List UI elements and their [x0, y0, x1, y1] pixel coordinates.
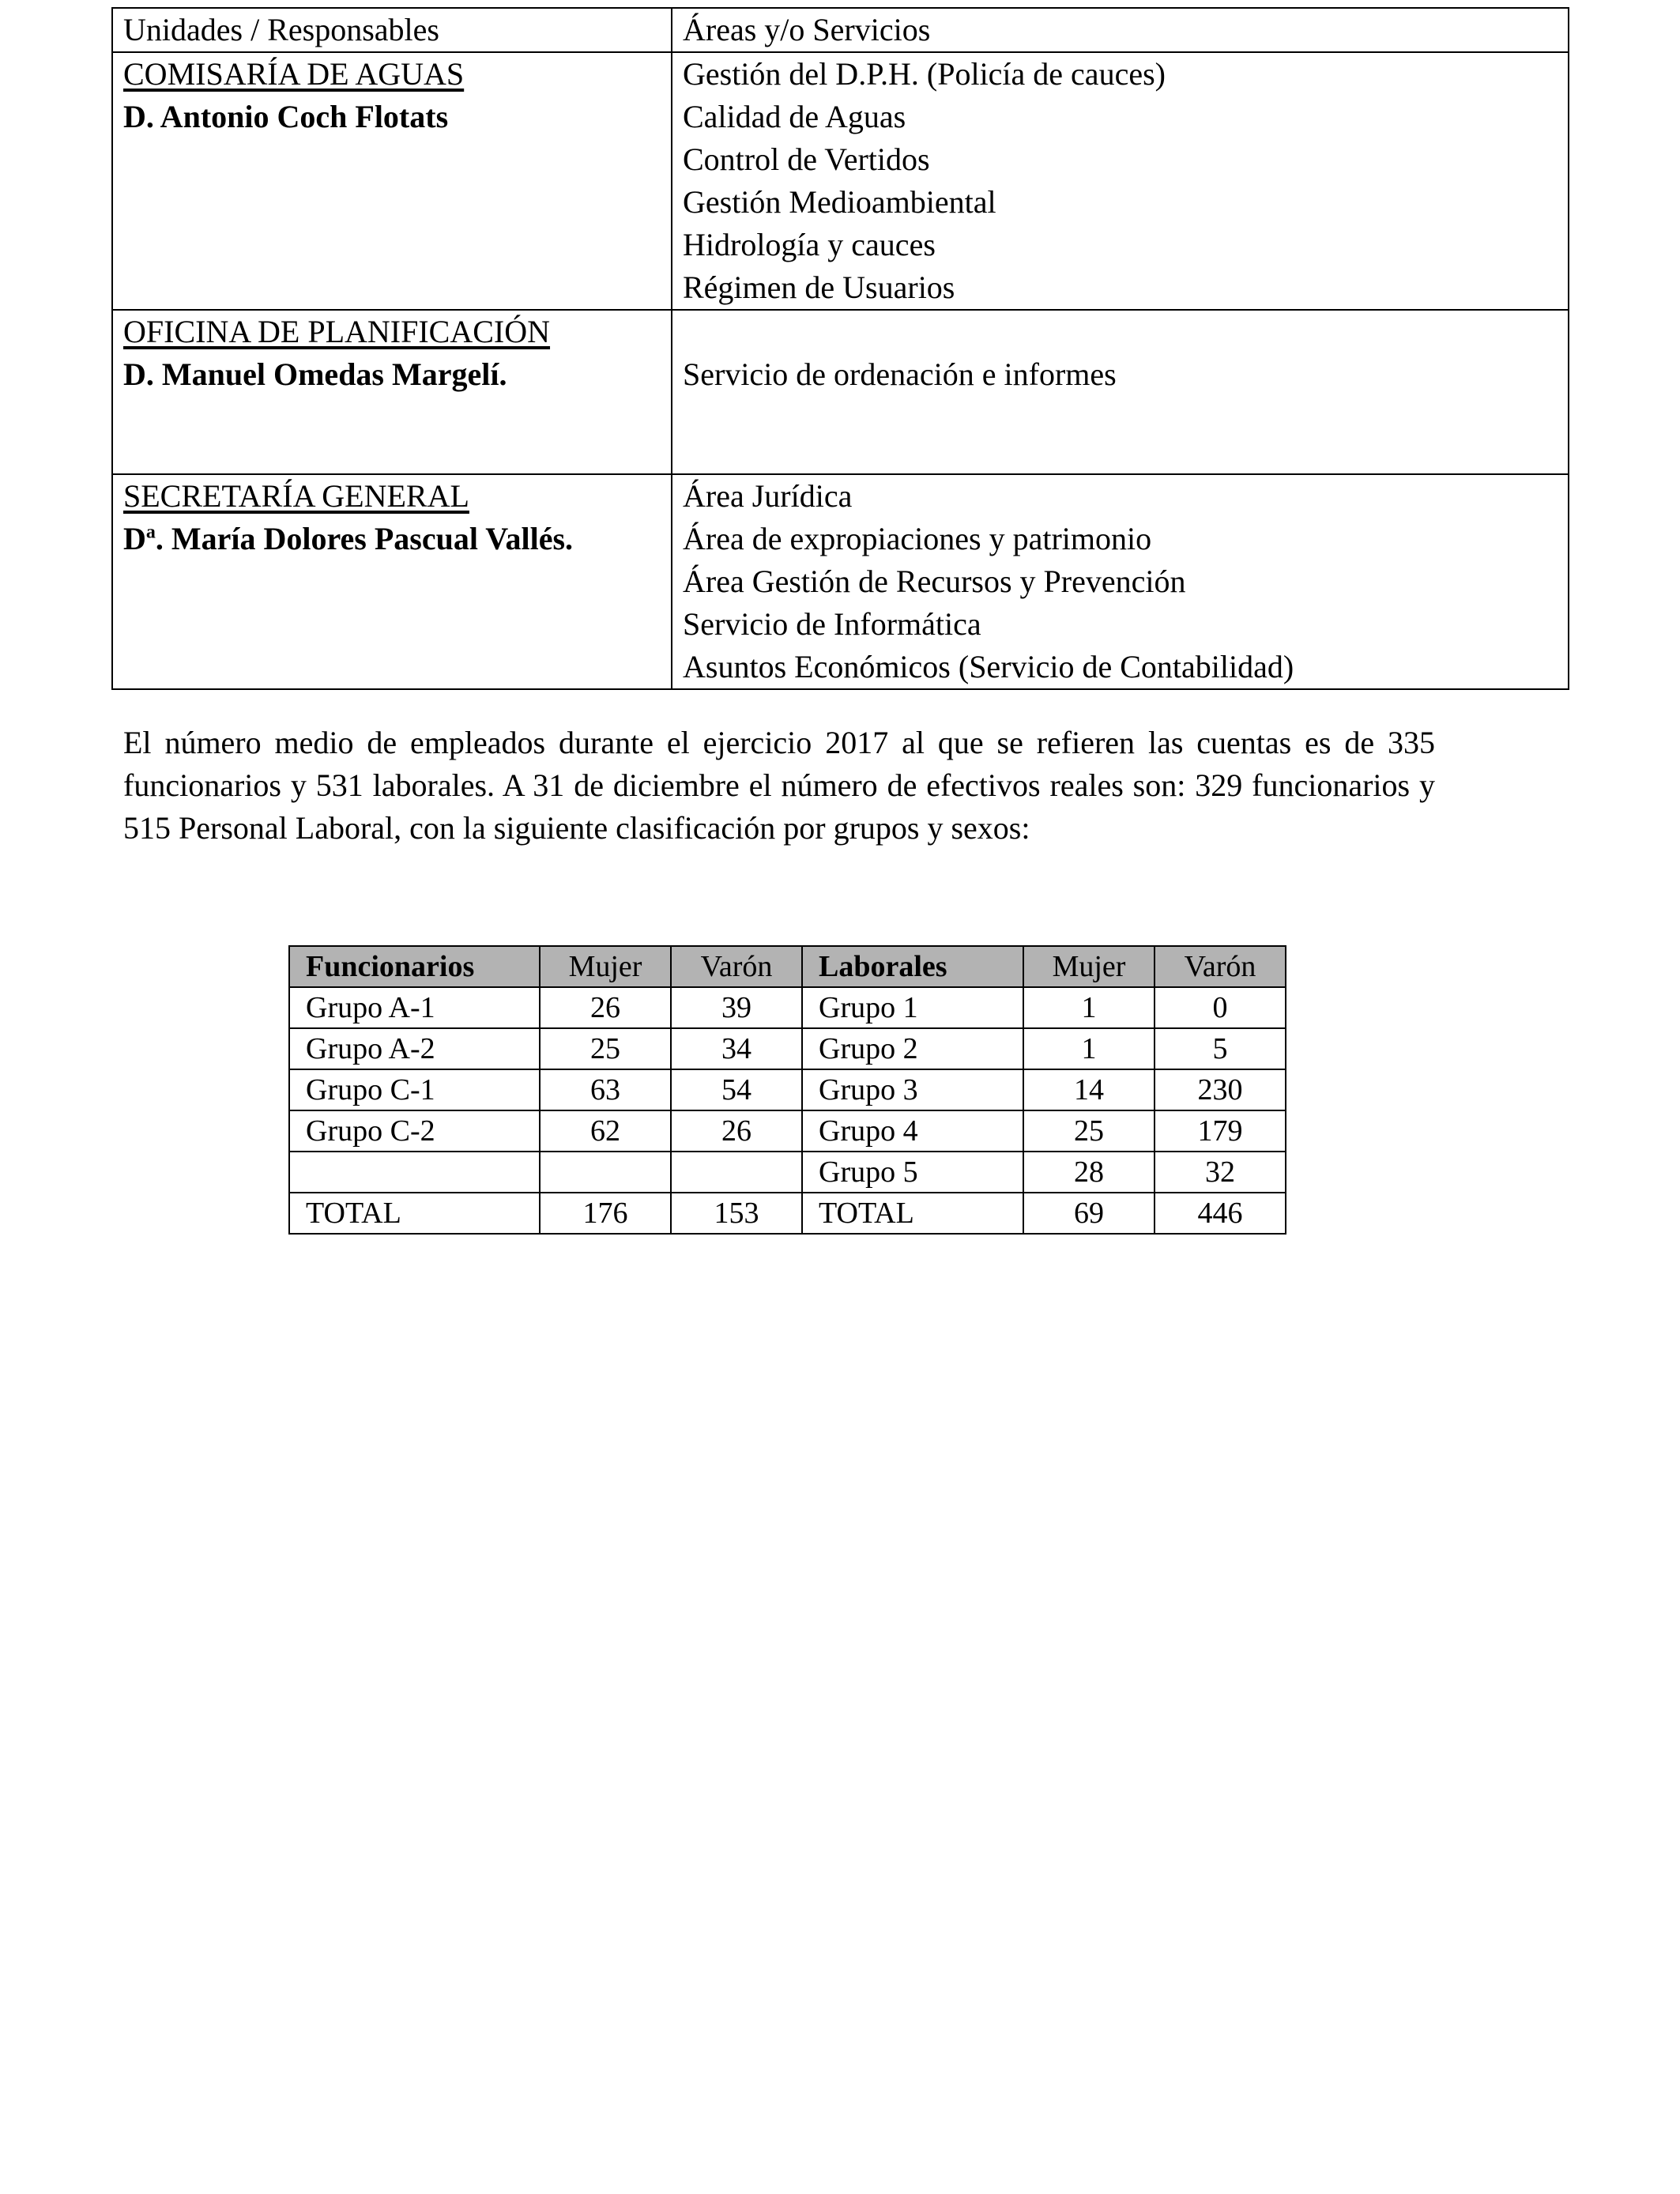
unit-name: SECRETARÍA GENERAL [123, 478, 469, 514]
header-mujer: Mujer [540, 946, 671, 987]
area-item: Control de Vertidos [683, 141, 930, 177]
employees-paragraph: El número medio de empleados durante el ejercicio 2017 al que se refieren las cuentas es de 335 funcionarios y 531 laborales. A 31 de diciembre el número de efectivos reales son: 329 funcionarios y 515 Personal Laboral, con la siguiente clasificación por grupos y sexos: [123, 725, 1435, 846]
area-item: Servicio de Informática [683, 606, 981, 642]
areas-cell [672, 52, 1569, 310]
table-row [289, 987, 1286, 1028]
group-label: Grupo 4 [802, 1110, 1023, 1152]
area-item: Gestión Medioambiental [683, 184, 996, 220]
header-funcionarios: Funcionarios [289, 946, 540, 987]
staff-table-header [289, 946, 1286, 987]
value-cell: 54 [671, 1069, 802, 1110]
area-item: Asuntos Económicos (Servicio de Contabilidad) [683, 649, 1294, 684]
unit-head: D. Manuel Omedas Margelí. [123, 356, 507, 392]
total-value: 69 [1023, 1193, 1155, 1234]
staff-table [288, 945, 1286, 1235]
unit-cell [112, 52, 672, 310]
group-label: Grupo 3 [802, 1069, 1023, 1110]
table-row [289, 1069, 1286, 1110]
unit-cell [112, 310, 672, 474]
header-mujer: Mujer [1023, 946, 1155, 987]
total-label: TOTAL [802, 1193, 1023, 1234]
units-table [111, 7, 1569, 690]
value-cell: 62 [540, 1110, 671, 1152]
area-item: Servicio de ordenación e informes [683, 356, 1117, 392]
total-value: 153 [671, 1193, 802, 1234]
unit-cell [112, 474, 672, 689]
total-row [289, 1193, 1286, 1234]
group-label: Grupo C-2 [289, 1110, 540, 1152]
unit-head [123, 518, 671, 560]
unit-name: COMISARÍA DE AGUAS [123, 56, 465, 92]
area-item: Régimen de Usuarios [683, 270, 955, 305]
group-label [289, 1152, 540, 1193]
value-cell: 25 [540, 1028, 671, 1069]
value-cell: 63 [540, 1069, 671, 1110]
header-laborales: Laborales [802, 946, 1023, 987]
areas-cell [672, 474, 1569, 689]
areas-cell [672, 310, 1569, 474]
value-cell: 0 [1155, 987, 1286, 1028]
value-cell [671, 1152, 802, 1193]
value-cell [540, 1152, 671, 1193]
table-row [289, 1028, 1286, 1069]
total-value: 176 [540, 1193, 671, 1234]
area-item: Calidad de Aguas [683, 99, 906, 134]
value-cell: 230 [1155, 1069, 1286, 1110]
area-item: Área de expropiaciones y patrimonio [683, 521, 1152, 556]
group-label: Grupo A-2 [289, 1028, 540, 1069]
value-cell: 26 [540, 987, 671, 1028]
group-label: Grupo 5 [802, 1152, 1023, 1193]
value-cell: 26 [671, 1110, 802, 1152]
area-item: Área Gestión de Recursos y Prevención [683, 564, 1186, 599]
value-cell: 25 [1023, 1110, 1155, 1152]
head-prefix: D [123, 521, 146, 556]
units-table-header [112, 8, 1569, 52]
unit-row-planificacion [112, 310, 1569, 474]
total-label: TOTAL [289, 1193, 540, 1234]
value-cell: 39 [671, 987, 802, 1028]
group-label: Grupo C-1 [289, 1069, 540, 1110]
value-cell: 34 [671, 1028, 802, 1069]
value-cell: 1 [1023, 1028, 1155, 1069]
unit-name: OFICINA DE PLANIFICACIÓN [123, 314, 551, 349]
unit-row-secretaria [112, 474, 1569, 689]
table-row [289, 1110, 1286, 1152]
value-cell: 14 [1023, 1069, 1155, 1110]
header-varon: Varón [671, 946, 802, 987]
value-cell: 179 [1155, 1110, 1286, 1152]
header-areas: Áreas y/o Servicios [672, 8, 1569, 52]
header-units: Unidades / Responsables [112, 8, 672, 52]
area-item: Hidrología y cauces [683, 227, 936, 262]
value-cell: 1 [1023, 987, 1155, 1028]
group-label: Grupo 2 [802, 1028, 1023, 1069]
unit-head: D. Antonio Coch Flotats [123, 99, 449, 134]
area-item: Gestión del D.P.H. (Policía de cauces) [683, 56, 1166, 92]
head-rest: . María Dolores Pascual Vallés. [155, 521, 574, 556]
value-cell: 32 [1155, 1152, 1286, 1193]
value-cell: 28 [1023, 1152, 1155, 1193]
table-row [289, 1152, 1286, 1193]
group-label: Grupo A-1 [289, 987, 540, 1028]
group-label: Grupo 1 [802, 987, 1023, 1028]
total-value: 446 [1155, 1193, 1286, 1234]
value-cell: 5 [1155, 1028, 1286, 1069]
unit-row-comisaria [112, 52, 1569, 310]
header-varon: Varón [1155, 946, 1286, 987]
area-item: Área Jurídica [683, 478, 853, 514]
head-superscript: a [145, 522, 156, 543]
